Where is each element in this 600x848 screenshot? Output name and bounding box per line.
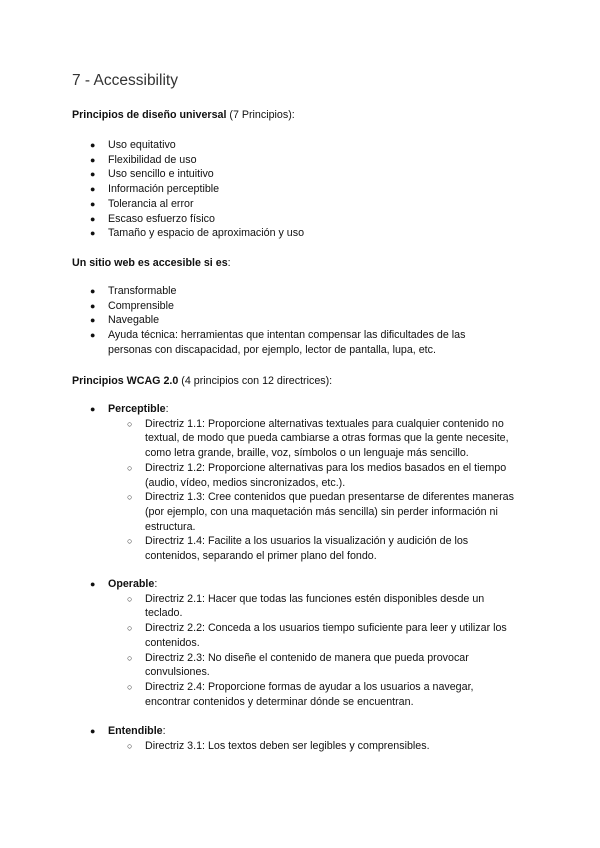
bullet-icon: ● [90, 579, 96, 589]
heading-bold: Principios de diseño universal [72, 109, 227, 121]
bullet-icon: ● [90, 169, 96, 180]
list-item [90, 328, 490, 357]
circle-bullet-icon: ○ [127, 462, 133, 473]
bullet-icon: ● [90, 286, 96, 296]
bullet-icon: ● [90, 315, 96, 326]
principle-name: Operable [108, 578, 155, 590]
bullet-icon: ● [90, 330, 96, 341]
heading-rest: (4 principios con 12 directrices): [178, 375, 333, 387]
heading-bold: Un sitio web es accesible si es [72, 257, 228, 269]
directive-item [127, 534, 515, 563]
bullet-icon: ● [90, 213, 96, 224]
bullet-icon: ● [90, 184, 96, 195]
principle-heading [90, 402, 550, 417]
bullet-icon: ● [90, 198, 96, 209]
principle-operable [90, 577, 550, 709]
directive-item [127, 621, 515, 650]
bullet-icon: ● [90, 140, 96, 150]
directive-text: Directriz 2.2: Conceda a los usuarios tiempo suficiente para leer y utilizar los contenidos. [145, 622, 507, 649]
circle-bullet-icon: ○ [127, 652, 133, 663]
list-item [90, 153, 530, 168]
directive-text: Directriz 1.2: Proporcione alternativas para los medios basados en el tiempo (audio, vídeo, medios sincronizados, etc.). [145, 461, 507, 489]
list-item [90, 138, 530, 153]
accessible-site-list [90, 284, 490, 358]
directive-text: Directriz 1.4: Facilite a los usuarios la visualización y audición de los contenidos, separando el primer plano del fondo. [145, 535, 469, 563]
principle-entendible [90, 724, 550, 753]
heading-bold: Principios WCAG 2.0 [72, 375, 179, 387]
principle-perceptible [90, 402, 550, 564]
principle-heading [90, 577, 550, 592]
directive-text: Directriz 2.1: Hacer que todas las funciones estén disponibles desde un teclado. [145, 592, 485, 620]
directive-list [90, 739, 550, 754]
directive-text: Directriz 1.3: Cree contenidos que puedan presentarse de diferentes maneras (por ejemplo, con una maquetación más sencilla) sin perder información ni estructura. [145, 491, 514, 533]
directive-item [127, 680, 515, 709]
list-item [90, 182, 530, 197]
bullet-icon: ● [90, 154, 96, 165]
circle-bullet-icon: ○ [127, 593, 133, 604]
list-item-text: Uso sencillo e intuitivo [108, 168, 214, 181]
circle-bullet-icon: ○ [127, 623, 133, 634]
directive-text: Directriz 2.3: No diseñe el contenido de manera que pueda provocar convulsiones. [145, 651, 469, 679]
directive-text: Directriz 3.1: Los textos deben ser legibles y comprensibles. [145, 739, 430, 752]
circle-bullet-icon: ○ [127, 740, 133, 751]
directive-item [127, 417, 515, 461]
directive-item [127, 461, 515, 490]
directive-text: Directriz 1.1: Proporcione alternativas textuales para cualquier contenido no textual, de modo que pueda cambiarse a otras formas que la gente necesite, como letra grande, braille, voz, símbolos o un lenguaje más sencillo. [145, 417, 509, 460]
circle-bullet-icon: ○ [127, 681, 133, 692]
principle-heading [90, 724, 550, 739]
list-item-text: Flexibilidad de uso [108, 153, 197, 166]
list-item [90, 167, 530, 182]
list-item-text: Uso equitativo [108, 139, 176, 151]
circle-bullet-icon: ○ [127, 536, 133, 547]
section-heading-wcag [72, 374, 332, 389]
directive-item [127, 739, 515, 754]
list-item-text: Escaso esfuerzo físico [108, 212, 215, 225]
principle-suffix: : [165, 403, 169, 415]
circle-bullet-icon: ○ [127, 492, 133, 503]
list-item [90, 299, 490, 314]
list-item-text: Navegable [108, 314, 160, 327]
directive-list [90, 417, 550, 564]
principle-suffix: : [162, 725, 166, 737]
section-heading-accessible-site [72, 256, 231, 271]
principle-name: Entendible [108, 725, 163, 737]
bullet-icon: ● [90, 404, 96, 414]
directive-list [90, 592, 550, 710]
bullet-icon: ● [90, 228, 96, 239]
bullet-icon: ● [90, 300, 96, 311]
list-item-text: Comprensible [108, 299, 174, 312]
page-title: 7 - Accessibility [72, 72, 178, 89]
directive-item [127, 490, 515, 534]
principle-name: Perceptible [108, 403, 166, 415]
list-item-text: Información perceptible [108, 183, 220, 196]
directive-text: Directriz 2.4: Proporcione formas de ayudar a los usuarios a navegar, encontrar contenidos y determinar dónde se encuentran. [145, 680, 474, 708]
list-item-text: Transformable [108, 285, 177, 297]
list-item [90, 212, 530, 227]
list-item-text: Tolerancia al error [108, 197, 194, 210]
section-heading-universal-design [72, 108, 295, 123]
list-item [90, 197, 530, 212]
list-item [90, 284, 490, 299]
list-item-text: Tamaño y espacio de aproximación y uso [108, 227, 305, 240]
directive-item [127, 592, 515, 621]
heading-rest: : [227, 257, 231, 269]
heading-rest: (7 Principios): [226, 109, 295, 121]
directive-item [127, 651, 515, 680]
circle-bullet-icon: ○ [127, 418, 133, 429]
bullet-icon: ● [90, 726, 96, 736]
list-item [90, 226, 530, 241]
list-item [90, 313, 490, 328]
list-item-text: Ayuda técnica: herramientas que intentan compensar las dificultades de las personas con discapacidad, por ejemplo, lector de pantalla, lupa, etc. [108, 329, 466, 356]
principle-suffix: : [154, 578, 158, 590]
universal-design-list [90, 138, 530, 241]
